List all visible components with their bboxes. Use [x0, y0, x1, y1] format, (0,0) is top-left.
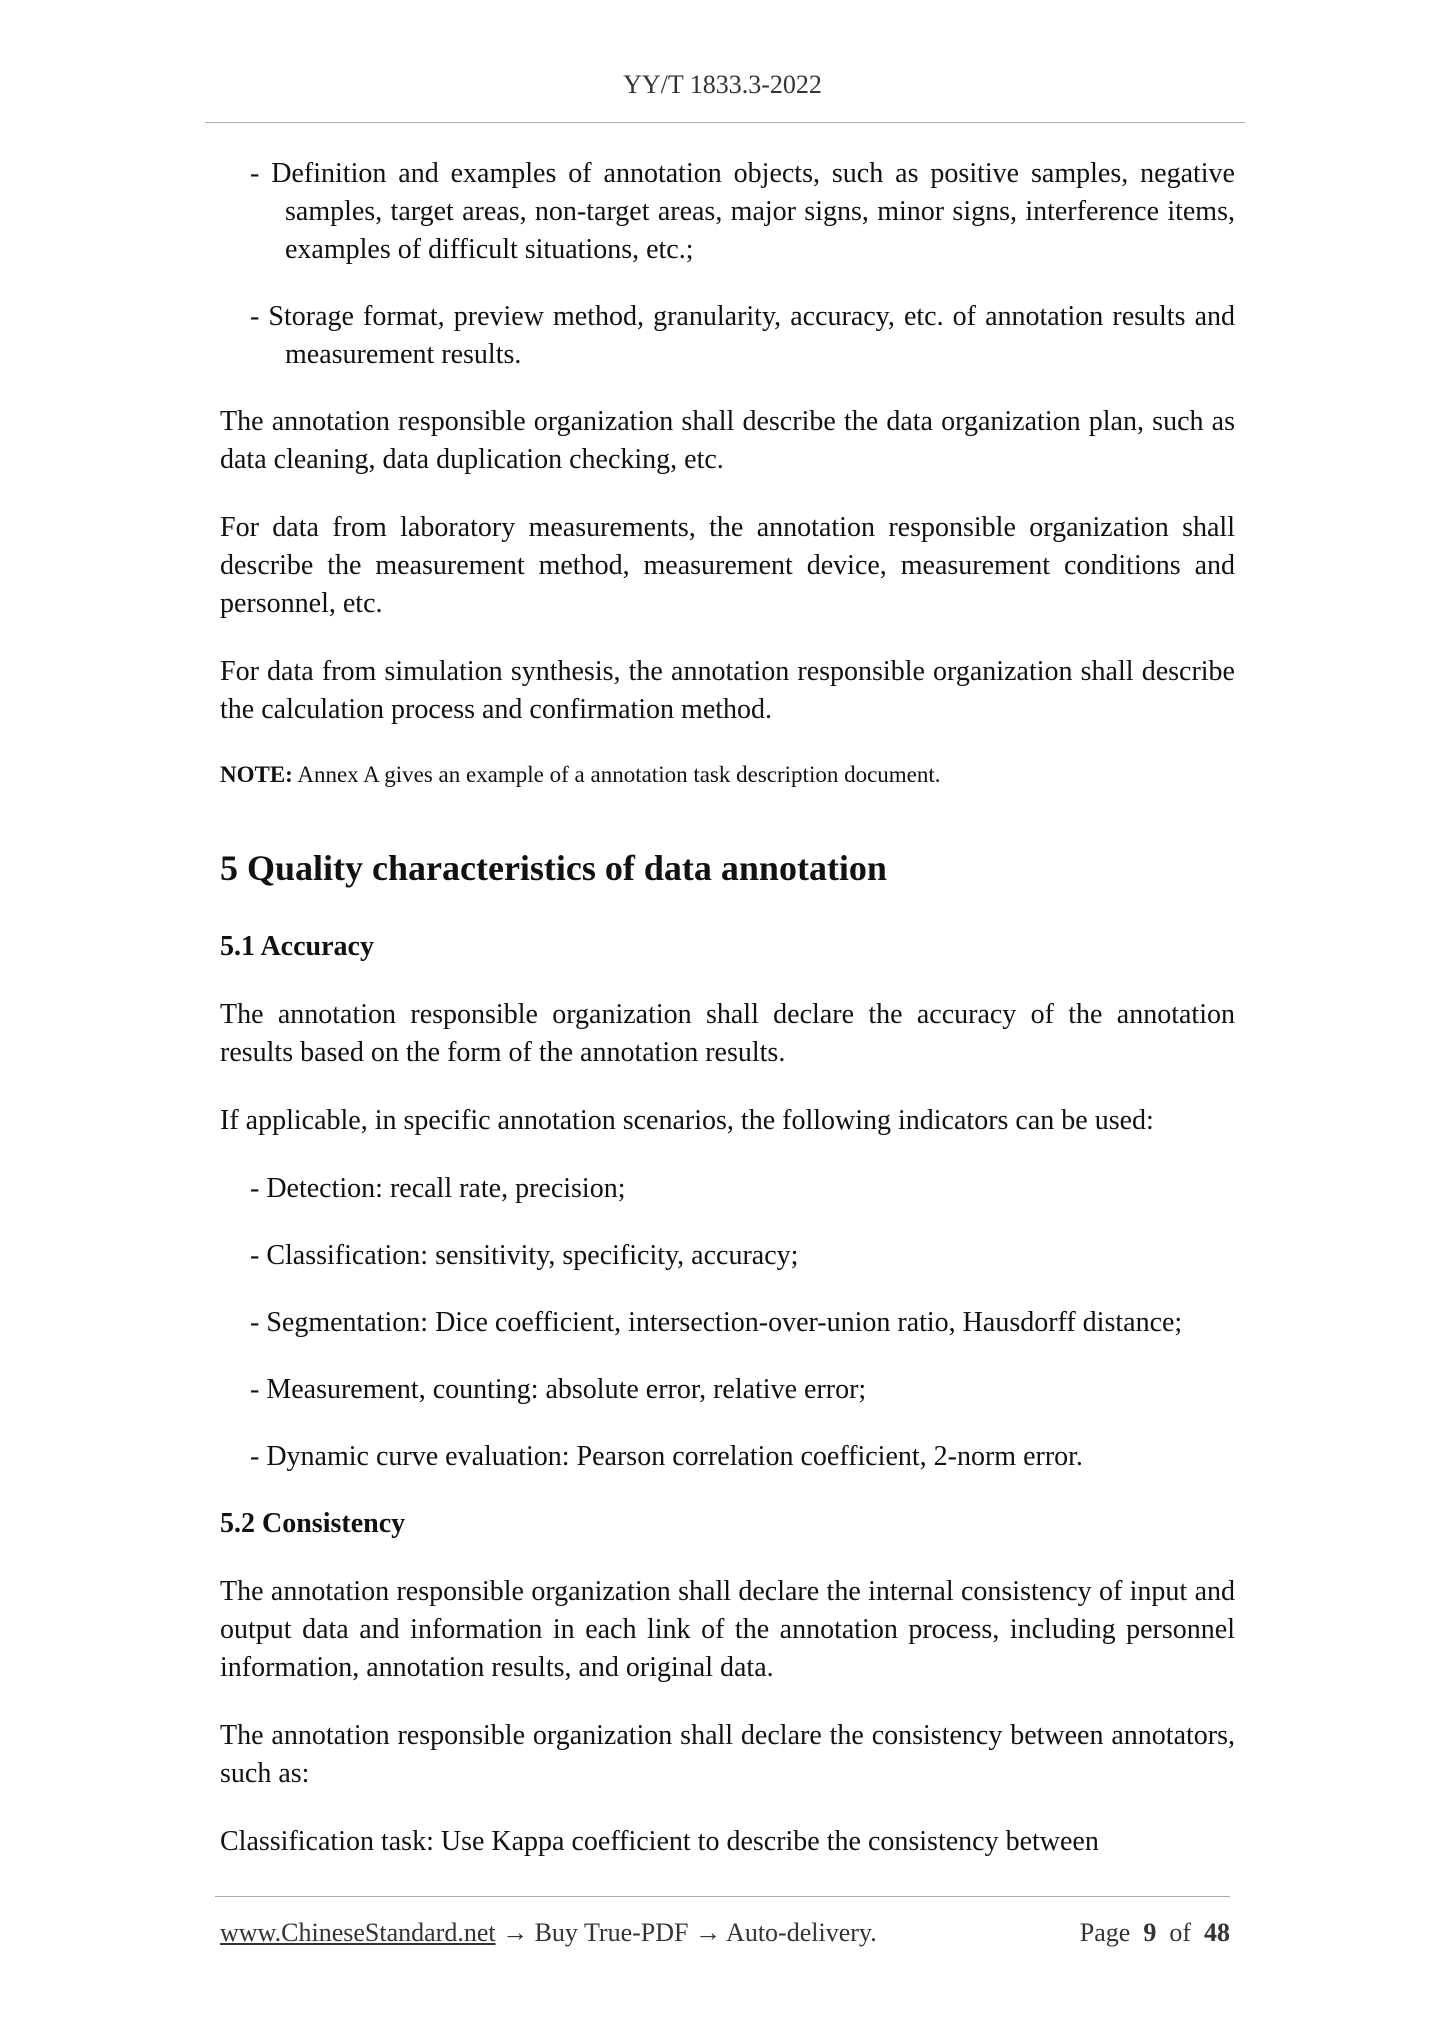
paragraph: The annotation responsible organization shall declare the internal consistency of input and output data and information in each link of the annotation process, including personnel information, annotation results, and original data. [220, 1576, 1235, 1683]
page-indicator: Page 9 of 48 [1079, 1918, 1230, 1947]
list-item: - Definition and examples of annotation objects, such as positive samples, negative samples, target areas, non-target areas, major signs, minor signs, interference items, examples of difficult situations, etc.; [250, 158, 1235, 265]
page-footer [220, 1918, 1230, 1948]
subsection-heading-consistency: 5.2 Consistency [220, 1508, 406, 1539]
subsection-heading-accuracy: 5.1 Accuracy [220, 931, 374, 962]
paragraph: For data from simulation synthesis, the annotation responsible organization shall describe the calculation process and confirmation method. [220, 656, 1235, 725]
note-label: NOTE: [220, 762, 293, 787]
paragraph: Classification task: Use Kappa coefficient to describe the consistency between [220, 1826, 1099, 1857]
paragraph: The annotation responsible organization shall declare the accuracy of the annotation results based on the form of the annotation results. [220, 999, 1235, 1068]
paragraph: The annotation responsible organization shall declare the consistency between annotators, such as: [220, 1720, 1235, 1789]
list-item: - Segmentation: Dice coefficient, intersection-over-union ratio, Hausdorff distance; [250, 1307, 1183, 1338]
list-item: - Dynamic curve evaluation: Pearson correlation coefficient, 2-norm error. [250, 1441, 1083, 1472]
current-page: 9 [1143, 1918, 1157, 1947]
paragraph: The annotation responsible organization shall describe the data organization plan, such as data cleaning, data duplication checking, etc. [220, 406, 1235, 475]
note [220, 759, 1235, 791]
header-divider [205, 122, 1245, 123]
paragraph: For data from laboratory measurements, the annotation responsible organization shall describe the measurement method, measurement device, measurement conditions and personnel, etc. [220, 512, 1235, 619]
note-text: Annex A gives an example of a annotation task description document. [297, 762, 941, 787]
website-link[interactable]: www.ChineseStandard.net [220, 1918, 496, 1947]
footer-promo [220, 1918, 877, 1948]
total-pages: 48 [1204, 1918, 1230, 1947]
footer-divider [215, 1896, 1230, 1897]
paragraph: If applicable, in specific annotation scenarios, the following indicators can be used: [220, 1105, 1154, 1136]
list-item: - Detection: recall rate, precision; [250, 1173, 626, 1204]
promo-text: → Buy True-PDF → Auto-delivery. [495, 1918, 877, 1947]
list-item: - Classification: sensitivity, specificity, accuracy; [250, 1240, 799, 1271]
section-heading: 5 Quality characteristics of data annotation [220, 848, 887, 888]
list-item: - Storage format, preview method, granularity, accuracy, etc. of annotation results and measurement results. [250, 301, 1235, 370]
document-header: YY/T 1833.3-2022 [623, 70, 822, 99]
list-item: - Measurement, counting: absolute error, relative error; [250, 1374, 867, 1405]
page-body [220, 155, 1235, 1891]
